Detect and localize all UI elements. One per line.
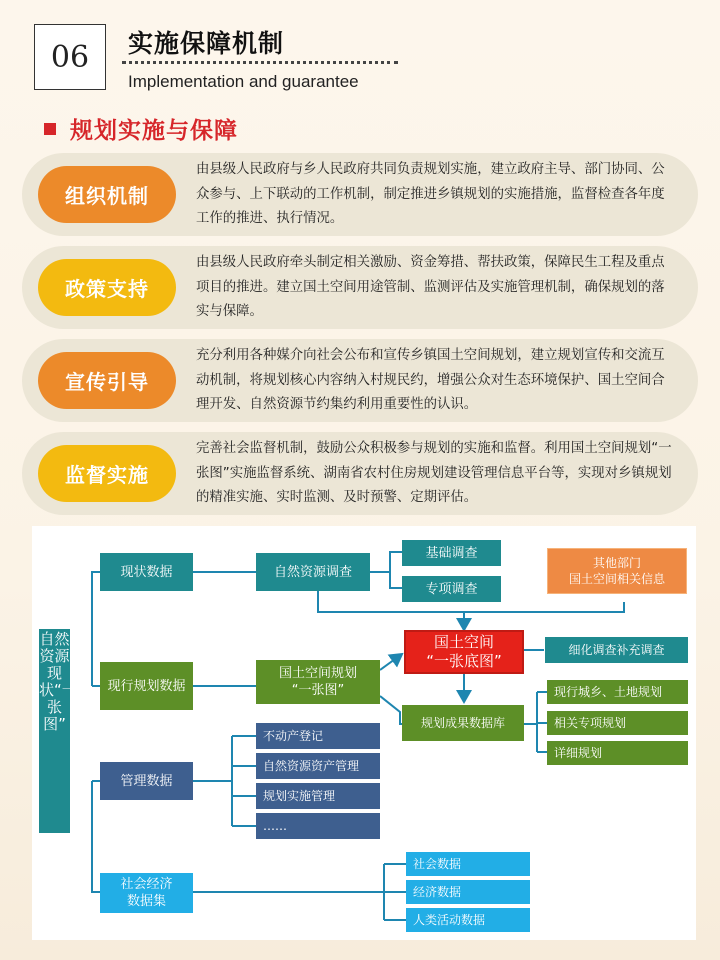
subheading <box>44 112 238 145</box>
section-number: 06 <box>34 24 106 90</box>
mechanism-row <box>22 153 698 236</box>
section-subtitle: Implementation and guarantee <box>128 72 359 91</box>
node-socio-dataset: 社会经济 数据集 <box>100 873 193 913</box>
root-node: 自然资源现状“一张图” <box>39 629 70 833</box>
node-mgmt-data: 管理数据 <box>100 762 193 800</box>
mechanism-text: 由县级人民政府与乡人民政府共同负责规划实施，建立政府主导、部门协同、公众参与、上下联动的工作机制，制定推进乡镇规划的实施措施，监督检查各年度工作的推进、执行情况。 <box>196 162 665 226</box>
node-current-plan-data: 现行规划数据 <box>100 662 193 710</box>
mechanism-text: 充分利用各种媒介向社会公布和宣传乡镇国土空间规划，建立规划宣传和交流互动机制，将规划核心内容纳入村规民约，增强公众对生态环境保护、国土空间合理开发、自然资源节约集约利用重要性的认识。 <box>196 348 665 412</box>
node-special-survey: 专项调查 <box>402 576 501 602</box>
mechanism-label: 宣传引导 <box>38 352 176 409</box>
mechanism-row <box>22 432 698 515</box>
node-basic-survey: 基础调查 <box>402 540 501 566</box>
node-plan-result-db: 规划成果数据库 <box>402 705 524 741</box>
node-plan-impl-mgmt: 规划实施管理 <box>256 783 380 809</box>
node-social-data: 社会数据 <box>406 852 530 876</box>
mechanism-label: 监督实施 <box>38 445 176 502</box>
dotted-divider <box>122 61 398 64</box>
node-base-map: 国土空间 “一张底图” <box>404 630 524 674</box>
node-economic-data: 经济数据 <box>406 880 530 904</box>
node-human-activity: 人类活动数据 <box>406 908 530 932</box>
mechanism-label: 组织机制 <box>38 166 176 223</box>
section-title: 实施保障机制 <box>128 29 285 58</box>
node-natural-survey: 自然资源调查 <box>256 553 370 591</box>
node-refine-survey: 细化调查补充调查 <box>545 637 688 663</box>
node-urban-land-plan: 现行城乡、土地规划 <box>547 680 688 704</box>
mechanism-row <box>22 246 698 329</box>
mechanism-row <box>22 339 698 422</box>
node-ellipsis: …… <box>256 813 380 839</box>
data-flow-diagram <box>32 526 696 940</box>
square-bullet-icon <box>44 123 56 135</box>
mechanism-text: 由县级人民政府牵头制定相关激励、资金筹措、帮扶政策，保障民生工程及重点项目的推进。建立国土空间用途管制、监测评估及实施管理机制，确保规划的落实与保障。 <box>196 255 665 319</box>
node-special-plan: 相关专项规划 <box>547 711 688 735</box>
mechanism-label: 政策支持 <box>38 259 176 316</box>
node-plan-map: 国土空间规划 “一张图” <box>256 660 380 704</box>
subheading-text: 规划实施与保障 <box>70 118 238 144</box>
node-asset-mgmt: 自然资源资产管理 <box>256 753 380 779</box>
node-current-data: 现状数据 <box>100 553 193 591</box>
node-detailed-plan: 详细规划 <box>547 741 688 765</box>
node-other-dept: 其他部门 国土空间相关信息 <box>547 548 687 594</box>
node-realty-reg: 不动产登记 <box>256 723 380 749</box>
mechanism-text: 完善社会监督机制，鼓励公众积极参与规划的实施和监督。利用国土空间规划“一张图”实施监督系统、湖南省农村住房规划建设管理信息平台等，实现对乡镇规划的精准实施、实时监测、及时预警、定期评估。 <box>196 441 672 505</box>
